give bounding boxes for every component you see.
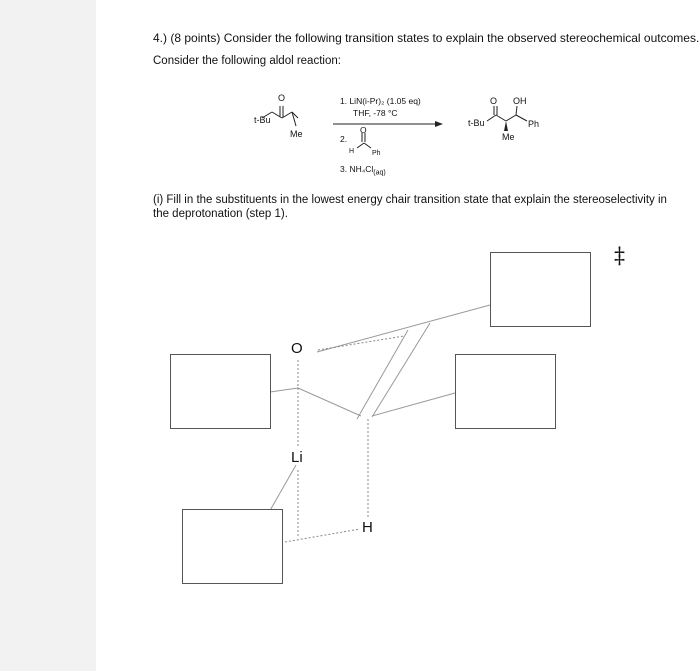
product-wedge-bond bbox=[504, 121, 508, 131]
substituent-answer-box-left[interactable] bbox=[170, 354, 271, 429]
step1-solvent: THF, -78 °C bbox=[353, 108, 398, 118]
ts-oxygen-atom: O bbox=[291, 340, 303, 357]
substituent-answer-box-bottom-left[interactable] bbox=[182, 509, 283, 584]
part-i-line1: (i) Fill in the substituents in the lowest energy chair transition state that explain the stereoselectivity in bbox=[153, 194, 667, 206]
ts-hydrogen-atom: H bbox=[362, 519, 373, 536]
question-header: 4.) (8 points) Consider the following transition states to explain the observed stereochemical outcomes. bbox=[153, 31, 700, 45]
aldehyde-h: H bbox=[349, 148, 355, 155]
aldehyde-o: O bbox=[360, 125, 367, 135]
aldehyde-skeleton bbox=[357, 133, 371, 148]
product-tbu-label: t-Bu bbox=[468, 118, 485, 128]
substituent-answer-box-right[interactable] bbox=[455, 354, 556, 429]
reactant-carbonyl-o: O bbox=[278, 93, 286, 103]
product-me-label: Me bbox=[502, 132, 515, 142]
product-oh-label: OH bbox=[513, 96, 527, 106]
part-i-line2: the deprotonation (step 1). bbox=[153, 208, 288, 220]
chair-partial-bonds bbox=[285, 336, 404, 542]
double-dagger-symbol: ‡ bbox=[614, 244, 625, 269]
step3-quench: 3. $NH_4Cl_{(aq)}$ bbox=[340, 164, 386, 177]
reaction-arrow bbox=[333, 121, 443, 127]
product-ph-label: Ph bbox=[528, 119, 540, 129]
reactant-tbu-label: t-Bu bbox=[254, 115, 271, 125]
step1-reagent: 1. LiN(i-Pr)₂ (1.05 eq) bbox=[340, 96, 421, 106]
question-subheader: Consider the following aldol reaction: bbox=[153, 55, 341, 67]
reactant-me-label: Me bbox=[290, 129, 303, 139]
part-i-instructions bbox=[153, 193, 667, 221]
step3-subscript: (aq) bbox=[373, 169, 386, 177]
product-skeleton bbox=[487, 106, 527, 121]
product-carbonyl-o: O bbox=[490, 96, 498, 106]
aldehyde-ph: Ph bbox=[372, 150, 381, 157]
substituent-answer-box-top-right[interactable] bbox=[490, 252, 591, 327]
step2-label: 2. bbox=[340, 134, 348, 144]
ts-lithium-atom: Li bbox=[291, 449, 303, 466]
